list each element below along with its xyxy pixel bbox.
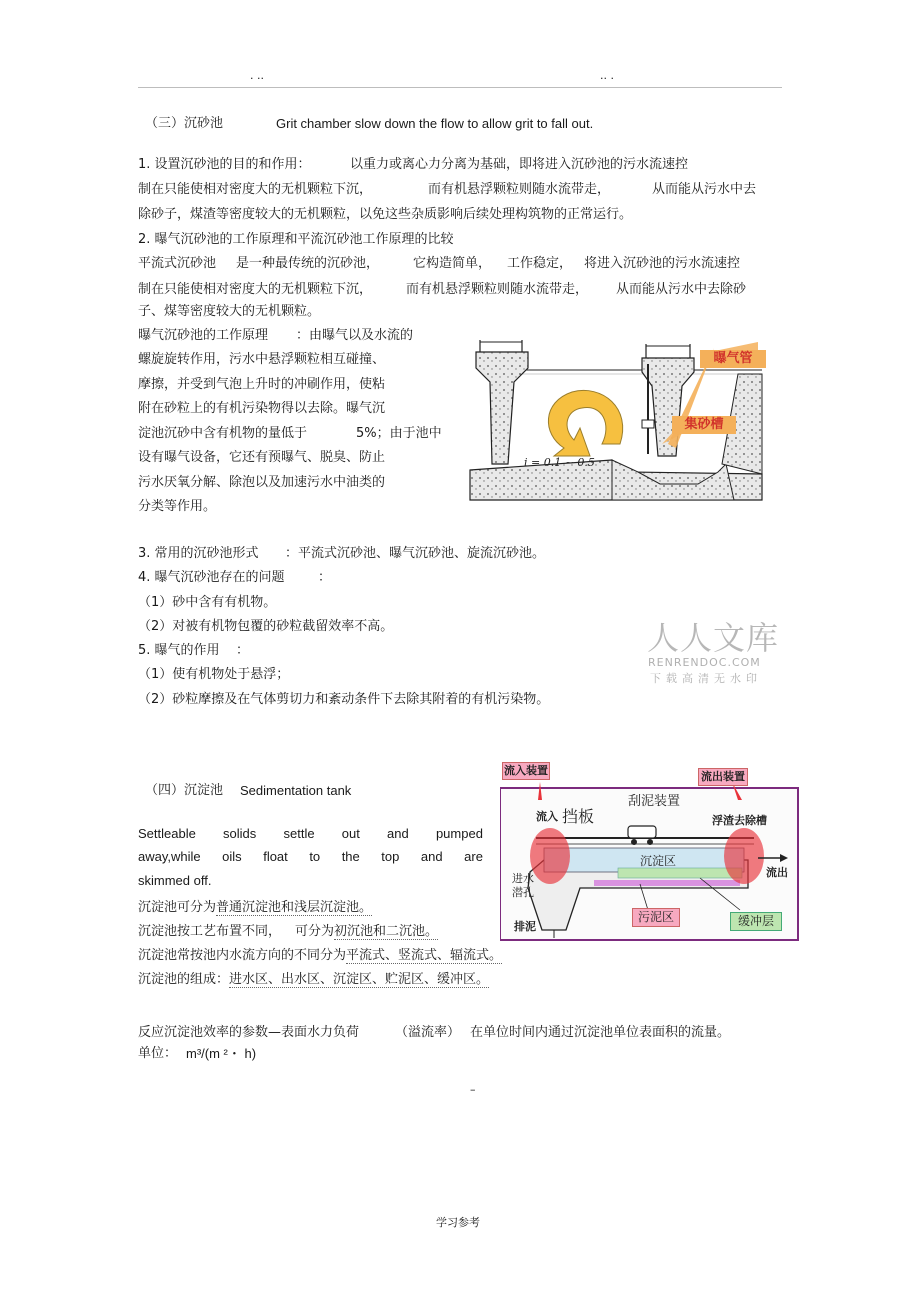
p1-heading: 1. 设置沉砂池的目的和作用： [138,157,311,172]
aeration-pipe-label: 曝气管 [700,350,766,368]
p2-heading: 2. 曝气沉砂池的工作原理和平流沉砂池工作原理的比较 [138,232,454,247]
p1-text-1: 以重力或离心力分离为基础，即将进入沉砂池的污水流速控 [350,157,689,172]
p3-text: ：平流式沉砂池、曝气沉砂池、旋流沉砂池。 [285,546,546,561]
section4-title-cn: （四）沉淀池 [145,783,224,798]
scum-trough-label: 浮渣去除槽 [712,814,767,827]
rate-line-b: （溢流率） [395,1025,461,1040]
p2-line2-a: 制在只能使相对密度大的无机颗粒下沉， [138,282,373,297]
header-dots-right: .. . [600,69,614,82]
inlet-hole-label-2: 潜孔 [512,886,534,899]
p4-item-2: （2）对被有机物包覆的砂粒截留效率不高。 [138,619,394,634]
p4-colon: ： [318,570,332,585]
unit-label: 单位： [138,1046,178,1061]
p1-text-2: 制在只能使相对密度大的无机颗粒下沉， [138,182,373,197]
rate-line-a: 反应沉淀池效率的参数—表面水力负荷 [138,1025,360,1040]
aer-line-6: 污水厌氧分解、除泡以及加速污水中油类的 [138,475,386,490]
scraper-label: 刮泥装置 [628,794,681,809]
sludge-zone-label: 污泥区 [632,908,680,927]
baffle-label: 挡板 [562,807,595,826]
word: oils [222,849,242,864]
section3-title-en: Grit chamber slow down the flow to allow grit to fall out. [276,116,594,131]
settling-zone-label: 沉淀区 [640,854,677,868]
en-line-1 [138,826,483,842]
p5-colon: ： [236,643,250,658]
p3-heading: 3. 常用的沉砂池形式 [138,546,259,561]
inflow-device-label: 流入装置 [502,762,550,780]
inflow-label: 流入 [536,810,558,823]
p2-line3: 子、煤等密度较大的无机颗粒。 [138,304,321,319]
aer-line-7: 分类等作用。 [138,499,217,514]
cn-line-1 [138,900,372,916]
p4-item-1: （1）砂中含有有机物。 [138,595,277,610]
grit-trough-label: 集砂槽 [672,416,736,434]
word: Settleable [138,826,196,841]
p5-item-2: （2）砂粒摩擦及在气体剪切力和紊动条件下去除其附着的有机污染物。 [138,692,550,707]
p2-line2-c: 从而能从污水中去除砂 [616,282,747,297]
cn-line-2-a: 沉淀池按工艺布置不同， [138,924,282,939]
aer-line-5: 设有曝气设备，它还有预曝气、脱臭、防止 [138,450,386,465]
cn-line-1-b: 普通沉淀池和浅层沉淀池。 [216,900,373,915]
word: settle [283,826,315,841]
section3-title-cn: （三）沉砂池 [145,116,224,131]
aer-line-1: 螺旋旋转作用，污水中悬浮颗粒相互碰撞、 [138,352,386,367]
en-line-3: skimmed off. [138,873,212,888]
p2-line1-c: 它构造简单， [413,256,492,271]
p2-line1-d: 工作稳定， [507,256,573,271]
watermark-url: RENRENDOC.COM [648,656,761,669]
p5-item-1: （1）使有机物处于悬浮； [138,667,290,682]
word: top [381,849,400,864]
footer-text: 学习参考 [436,1216,480,1229]
sludge-discharge-label: 排泥 [514,920,536,933]
cn-line-3 [138,948,502,964]
cn-line-2-c: 初沉池和二沉池。 [334,924,439,939]
outflow-label: 流出 [766,866,788,879]
slope-label: i = 0.1 ~ 0.5 [524,456,595,469]
section4-title-en: Sedimentation tank [240,783,352,798]
cn-line-4 [138,972,489,988]
word: away,while [138,849,201,864]
cn-line-3-b: 平流式、竖流式、辐流式。 [346,948,503,963]
word: to [309,849,321,864]
word: are [464,849,483,864]
watermark-title: 人人文库 [647,619,780,657]
footer-dash: – [470,1083,476,1096]
aer-line-0b: ：由曝气以及水流的 [296,328,414,343]
aer-line-4a: 淀池沉砂中含有机物的量低于 [138,426,308,441]
aer-line-4b: 5%；由于池中 [356,426,442,441]
aer-line-3: 附在砂粒上的有机污染物得以去除。曝气沉 [138,401,386,416]
aer-line-2: 摩擦，并受到气泡上升时的冲刷作用，使粘 [138,377,386,392]
word: the [341,849,360,864]
header-rule [138,87,782,88]
word: solids [223,826,257,841]
cn-line-2 [138,924,438,940]
aer-line-0a: 曝气沉砂池的工作原理 [138,328,269,343]
p4-heading: 4. 曝气沉砂池存在的问题 [138,570,285,585]
word: pumped [435,826,483,841]
p1-text-5: 除砂子，煤渣等密度较大的无机颗粒，以免这些杂质影响后续处理构筑物的正常运行。 [138,207,633,222]
cn-line-2-b: 可分为 [295,924,335,939]
p2-line1-a: 平流式沉砂池 [138,256,217,271]
p2-line2-b: 而有机悬浮颗粒则随水流带走， [406,282,589,297]
en-line-2 [138,849,483,865]
rate-line-c: 在单位时间内通过沉淀池单位表面积的流量。 [470,1025,731,1040]
p2-line1-e: 将进入沉砂池的污水流速控 [584,256,741,271]
p5-heading: 5. 曝气的作用 [138,643,220,658]
inlet-hole-label-1: 进水 [512,872,534,885]
p1-text-4: 从而能从污水中去 [652,182,757,197]
word: float [263,849,288,864]
p1-text-3: 而有机悬浮颗粒则随水流带走， [428,182,611,197]
cn-line-1-a: 沉淀池可分为 [138,900,217,915]
aerated-grit-chamber-figure [462,324,772,514]
cn-line-4-b: 进水区、出水区、沉淀区、贮泥区、缓冲区。 [229,972,490,987]
watermark-subtitle: 下载高清无水印 [650,672,762,685]
unit-value: m³/(m ²・ h) [186,1046,257,1061]
word: and [420,849,443,864]
sedimentation-tank-figure [500,760,800,942]
p2-line1-b: 是一种最传统的沉砂池， [236,256,380,271]
header-dots-left: . .. [250,69,264,82]
cn-line-3-a: 沉淀池常按池内水流方向的不同分为 [138,948,347,963]
buffer-layer-label: 缓冲层 [730,912,782,931]
word: out [341,826,360,841]
outflow-device-label: 流出装置 [698,768,748,786]
word: and [387,826,409,841]
cn-line-4-a: 沉淀池的组成： [138,972,230,987]
